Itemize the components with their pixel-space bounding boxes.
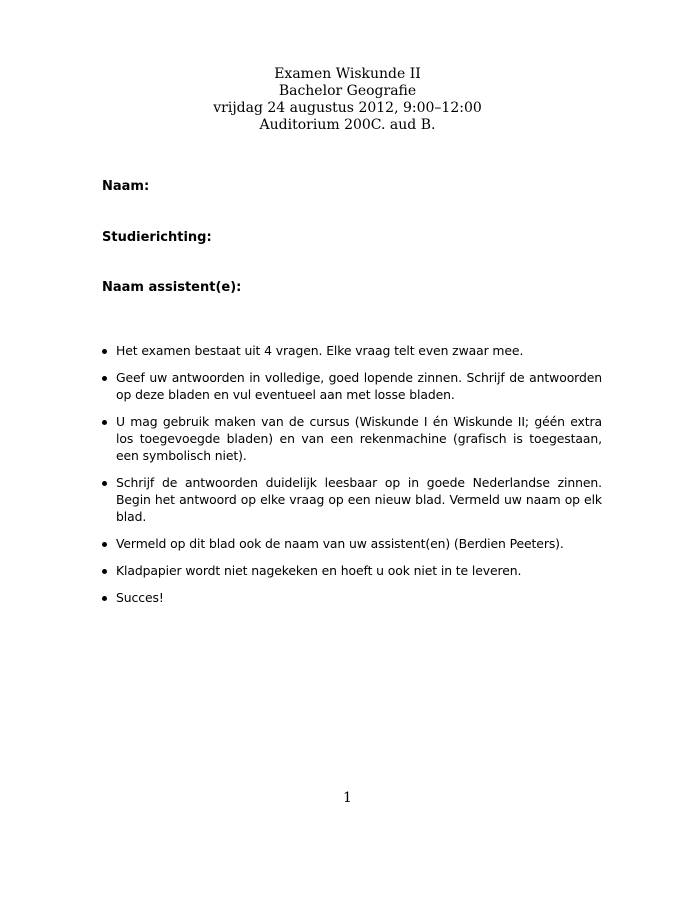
- bullet-icon: [102, 569, 107, 574]
- bullet-icon: [102, 596, 107, 601]
- rule-item: [102, 369, 602, 403]
- bullet-icon: [102, 376, 107, 381]
- rule-item: [102, 589, 602, 606]
- study-field-label: Studierichting:: [102, 230, 212, 245]
- rule-item: [102, 474, 602, 525]
- rule-text: Schrijf de antwoorden duidelijk leesbaar op in goede Nederlandse zinnen. Begin het antwoord op elke vraag op een nieuw blad. Vermeld uw naam op elk blad.: [116, 475, 602, 524]
- exam-title: Examen Wiskunde II: [274, 66, 421, 82]
- assistant-field-label: Naam assistent(e):: [102, 280, 242, 295]
- exam-program: Bachelor Geografie: [278, 83, 417, 99]
- rule-item: [102, 535, 602, 552]
- rule-item: [102, 342, 602, 359]
- rule-text: Vermeld op dit blad ook de naam van uw assistent(en) (Berdien Peeters).: [116, 536, 564, 551]
- bullet-icon: [102, 349, 107, 354]
- bullet-icon: [102, 481, 107, 486]
- exam-location: Auditorium 200C. aud B.: [259, 117, 436, 133]
- name-field-label: Naam:: [102, 179, 150, 194]
- bullet-icon: [102, 542, 107, 547]
- exam-rules-list: [102, 342, 602, 616]
- bullet-icon: [102, 420, 107, 425]
- rule-text: Kladpapier wordt niet nagekeken en hoeft u ook niet in te leveren.: [116, 563, 522, 578]
- exam-date: vrijdag 24 augustus 2012, 9:00–12:00: [213, 100, 482, 116]
- rule-item: [102, 562, 602, 579]
- rule-text: Succes!: [116, 590, 164, 605]
- rule-item: [102, 413, 602, 464]
- rule-text: Het examen bestaat uit 4 vragen. Elke vraag telt even zwaar mee.: [116, 343, 524, 358]
- rule-text: U mag gebruik maken van de cursus (Wiskunde I én Wiskunde II; géén extra los toegevoegde bladen) en van een rekenmachine (grafisch is toegestaan, een symbolisch niet).: [116, 414, 602, 463]
- exam-header: [0, 66, 695, 134]
- page-number: 1: [343, 790, 352, 806]
- rule-text: Geef uw antwoorden in volledige, goed lopende zinnen. Schrijf de antwoorden op deze bladen en vul eventueel aan met losse bladen.: [116, 370, 602, 402]
